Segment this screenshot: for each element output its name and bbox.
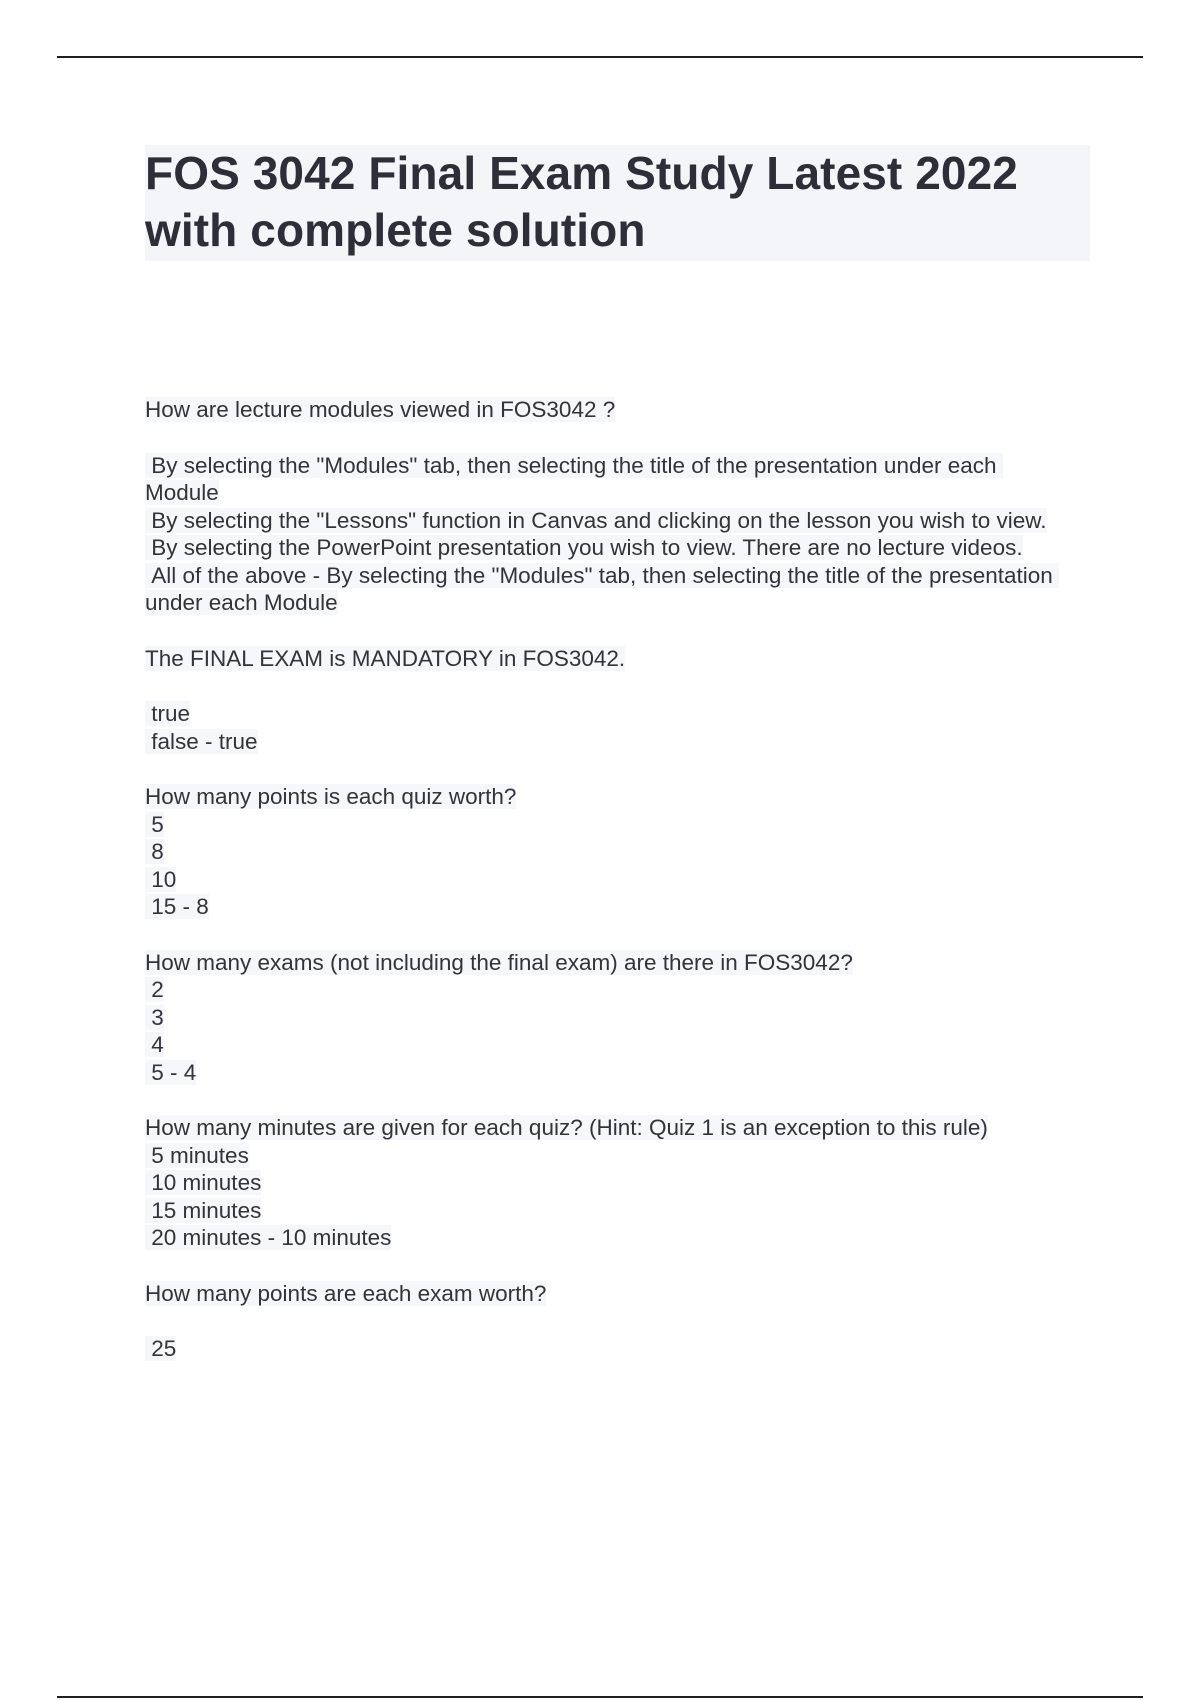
answer-option-label: 8 — [145, 839, 164, 864]
answer-option — [145, 562, 1075, 617]
top-divider — [57, 56, 1143, 58]
question-text — [145, 1114, 1075, 1142]
answer-option-label: 5 — [145, 811, 164, 837]
answer-option — [145, 700, 1075, 728]
answer-option — [145, 811, 1075, 839]
answer-option-label: 15 minutes — [145, 1197, 262, 1223]
answer-option — [145, 1335, 1075, 1363]
answer-option — [145, 1169, 1075, 1197]
answer-option — [145, 1031, 1075, 1059]
answer-option-label: 10 — [145, 866, 177, 892]
answer-option — [145, 866, 1075, 894]
answer-option-label: 4 — [145, 1032, 164, 1057]
answer-option — [145, 1224, 1075, 1252]
answer-option — [145, 534, 1075, 562]
bottom-divider — [57, 1696, 1143, 1698]
answer-option-label: By selecting the "Modules" tab, then selecting the title of the presentation under each Module — [145, 452, 1003, 505]
question-label: How many minutes are given for each quiz? (Hint: Quiz 1 is an exception to this rule) — [145, 1115, 988, 1140]
question-text — [145, 949, 1075, 977]
question-label: The FINAL EXAM is MANDATORY in FOS3042. — [145, 645, 626, 671]
answer-option — [145, 1142, 1075, 1170]
answer-option-label: 2 — [145, 977, 164, 1002]
document-title: FOS 3042 Final Exam Study Latest 2022 with complete solution — [145, 147, 1018, 256]
answer-option-label: false - true — [145, 728, 258, 754]
answer-option-label: 15 - 8 — [145, 894, 209, 919]
answer-option-label: 5 - 4 — [145, 1059, 197, 1085]
answer-option — [145, 1059, 1075, 1087]
question-block — [145, 1114, 1075, 1252]
question-text — [145, 783, 1075, 811]
answer-option — [145, 1004, 1075, 1032]
question-list — [145, 396, 1075, 1363]
answer-option-label: 20 minutes - 10 minutes — [145, 1225, 392, 1250]
title-block — [145, 145, 1090, 261]
answer-option-label: All of the above - By selecting the "Modules" tab, then selecting the title of the presentation under each Module — [145, 562, 1060, 615]
question-block — [145, 645, 1075, 756]
question-text — [145, 1280, 1075, 1308]
answer-option — [145, 976, 1075, 1004]
answer-option-label: 5 minutes — [145, 1142, 249, 1168]
answer-option — [145, 838, 1075, 866]
question-label: How many points is each quiz worth? — [145, 784, 517, 809]
question-label: How many points are each exam worth? — [145, 1280, 547, 1306]
question-block — [145, 396, 1075, 617]
answer-option-label: 10 minutes — [145, 1170, 262, 1195]
question-block — [145, 1280, 1075, 1363]
answer-option — [145, 893, 1075, 921]
answer-option-label: By selecting the PowerPoint presentation you wish to view. There are no lecture videos. — [145, 535, 1023, 560]
question-text — [145, 645, 1075, 673]
answer-option-label: true — [145, 701, 191, 726]
answer-option — [145, 728, 1075, 756]
answer-option-label: 3 — [145, 1004, 164, 1030]
question-block — [145, 949, 1075, 1087]
answer-option-label: 25 — [145, 1336, 177, 1361]
answer-option — [145, 1197, 1075, 1225]
question-text — [145, 396, 1075, 424]
answer-option-label: By selecting the "Lessons" function in Canvas and clicking on the lesson you wish to view. — [145, 507, 1047, 533]
answer-option — [145, 507, 1075, 535]
answer-option — [145, 452, 1075, 507]
question-label: How many exams (not including the final exam) are there in FOS3042? — [145, 949, 853, 975]
question-block — [145, 783, 1075, 921]
question-label: How are lecture modules viewed in FOS3042 ? — [145, 397, 616, 422]
